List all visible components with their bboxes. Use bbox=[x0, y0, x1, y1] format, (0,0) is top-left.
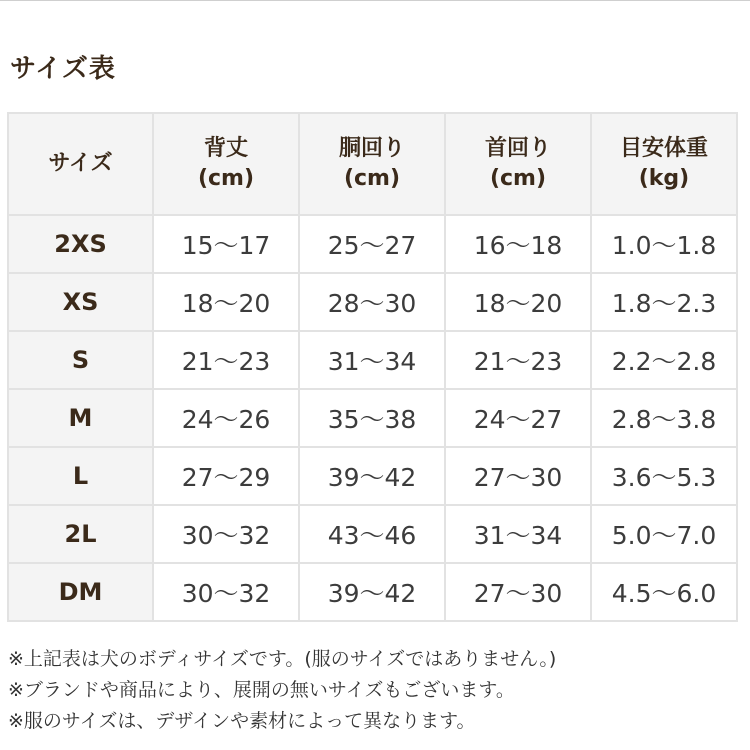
size-label: XS bbox=[8, 273, 153, 331]
size-label: S bbox=[8, 331, 153, 389]
page-title: サイズ表 bbox=[10, 54, 116, 84]
weight-cell: 1.0〜1.8 bbox=[591, 215, 737, 273]
neck-cell: 27〜30 bbox=[445, 563, 591, 621]
chest-cell: 39〜42 bbox=[299, 563, 445, 621]
top-divider bbox=[0, 0, 750, 1]
neck-cell: 24〜27 bbox=[445, 389, 591, 447]
back-length-cell: 30〜32 bbox=[153, 505, 299, 563]
header-size bbox=[8, 113, 153, 215]
note-body-size: ※上記表は犬のボディサイズです。(服のサイズではありません。) bbox=[8, 648, 557, 670]
back-length-cell: 30〜32 bbox=[153, 563, 299, 621]
weight-cell: 3.6〜5.3 bbox=[591, 447, 737, 505]
chest-cell: 31〜34 bbox=[299, 331, 445, 389]
chest-cell: 25〜27 bbox=[299, 215, 445, 273]
header-label: 目安体重 bbox=[619, 136, 708, 161]
back-length-cell: 21〜23 bbox=[153, 331, 299, 389]
neck-cell: 18〜20 bbox=[445, 273, 591, 331]
size-label: DM bbox=[8, 563, 153, 621]
header-label: 背丈 bbox=[203, 136, 248, 161]
chest-cell: 43〜46 bbox=[299, 505, 445, 563]
header-label: 首回り bbox=[484, 136, 551, 161]
header-unit: (cm) bbox=[343, 166, 401, 191]
weight-cell: 1.8〜2.3 bbox=[591, 273, 737, 331]
neck-cell: 21〜23 bbox=[445, 331, 591, 389]
header-row bbox=[8, 113, 737, 215]
back-length-cell: 18〜20 bbox=[153, 273, 299, 331]
table-row bbox=[8, 389, 737, 447]
header-weight bbox=[591, 113, 737, 215]
notes bbox=[8, 644, 556, 737]
weight-cell: 2.8〜3.8 bbox=[591, 389, 737, 447]
note-design-variation: ※服のサイズは、デザインや素材によって異なります。 bbox=[8, 710, 476, 732]
chest-cell: 28〜30 bbox=[299, 273, 445, 331]
chest-cell: 35〜38 bbox=[299, 389, 445, 447]
table-row bbox=[8, 447, 737, 505]
size-label: L bbox=[8, 447, 153, 505]
weight-cell: 5.0〜7.0 bbox=[591, 505, 737, 563]
header-label: 胴回り bbox=[338, 136, 405, 161]
header-back-length bbox=[153, 113, 299, 215]
table-row bbox=[8, 331, 737, 389]
header-unit: (cm) bbox=[197, 166, 255, 191]
back-length-cell: 15〜17 bbox=[153, 215, 299, 273]
header-chest bbox=[299, 113, 445, 215]
chest-cell: 39〜42 bbox=[299, 447, 445, 505]
header-unit: (cm) bbox=[489, 166, 547, 191]
size-label: 2L bbox=[8, 505, 153, 563]
back-length-cell: 27〜29 bbox=[153, 447, 299, 505]
table-row bbox=[8, 273, 737, 331]
neck-cell: 27〜30 bbox=[445, 447, 591, 505]
header-label: サイズ bbox=[48, 151, 113, 176]
weight-cell: 4.5〜6.0 bbox=[591, 563, 737, 621]
size-label: 2XS bbox=[8, 215, 153, 273]
size-table bbox=[7, 112, 738, 622]
size-label: M bbox=[8, 389, 153, 447]
table-row bbox=[8, 505, 737, 563]
neck-cell: 31〜34 bbox=[445, 505, 591, 563]
table-row bbox=[8, 215, 737, 273]
neck-cell: 16〜18 bbox=[445, 215, 591, 273]
header-neck bbox=[445, 113, 591, 215]
note-availability: ※ブランドや商品により、展開の無いサイズもございます。 bbox=[8, 679, 515, 701]
table-row bbox=[8, 563, 737, 621]
back-length-cell: 24〜26 bbox=[153, 389, 299, 447]
header-unit: (kg) bbox=[638, 166, 690, 191]
weight-cell: 2.2〜2.8 bbox=[591, 331, 737, 389]
